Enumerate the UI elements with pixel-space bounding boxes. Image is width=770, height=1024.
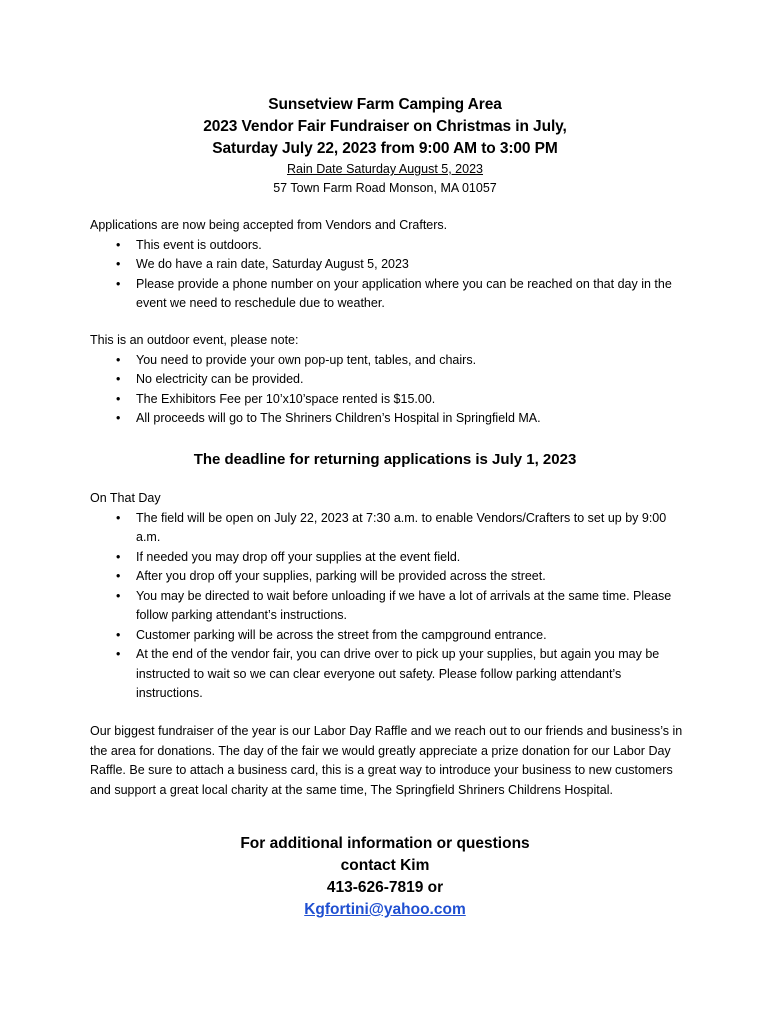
list-item: • After you drop off your supplies, parking will be provided across the street. [90, 567, 690, 587]
list-item: • At the end of the vendor fair, you can drive over to pick up your supplies, but again you may be instructed to wait so we can clear everyone out safety. Please follow parking attendant’s instructions. [116, 647, 660, 700]
bullet-icon: • [116, 510, 121, 525]
intro-section [90, 216, 690, 314]
bullet-icon: • [116, 352, 121, 367]
bullet-icon: • [116, 549, 121, 564]
on-that-day-lead: On That Day [90, 491, 161, 505]
list-item: • If needed you may drop off your supplies at the event field. [90, 548, 690, 568]
on-that-day-section [90, 489, 690, 704]
deadline-heading: The deadline for returning applications is July 1, 2023 [193, 451, 577, 468]
raffle-paragraph: Our biggest fundraiser of the year is our Labor Day Raffle and we reach out to our friends and business’s in the area for donations. The day of the fair we would greatly appreciate a prize donation for our Labor Day Raffle. Be sure to attach a business card, this is a great way to introduce your business to new customers and support a great local charity at the same time, The Springfield Shriners Childrens Hospital. [90, 724, 683, 797]
bullet-icon: • [116, 257, 121, 271]
bullet-icon: • [116, 391, 121, 406]
on-that-day-bullet-list [90, 509, 690, 704]
event-address: 57 Town Farm Road Monson, MA 01057 [273, 181, 497, 195]
bullet-icon: • [116, 569, 121, 583]
raffle-section [90, 722, 690, 800]
list-item: • Please provide a phone number on your application where you can be reached on that day in the event we need to reschedule due to weather. [116, 276, 672, 310]
contact-email-link[interactable]: Kgfortini@yahoo.com [304, 901, 466, 918]
outdoor-bullet-list [90, 351, 690, 429]
bullet-icon: • [116, 627, 121, 642]
rain-date: Rain Date Saturday August 5, 2023 [287, 162, 483, 176]
bullet-icon: • [116, 372, 121, 386]
contact-heading: For additional information or questions [240, 835, 530, 852]
document-header [0, 94, 770, 198]
outdoor-section [90, 331, 690, 429]
list-item: • All proceeds will go to The Shriners Children’s Hospital in Springfield MA. [90, 409, 690, 429]
list-item: • No electricity can be provided. [90, 370, 690, 390]
bullet-icon: • [116, 276, 121, 291]
contact-phone: 413-626-7819 or [326, 879, 444, 896]
list-item: • This event is outdoors. [90, 236, 690, 256]
event-date-time: Saturday July 22, 2023 from 9:00 AM to 3:00 PM [212, 140, 558, 157]
contact-name: contact Kim [340, 857, 430, 874]
event-title: 2023 Vendor Fair Fundraiser on Christmas in July, [203, 118, 567, 135]
bullet-icon: • [116, 588, 121, 603]
contact-block [0, 833, 770, 921]
list-item: • We do have a rain date, Saturday August 5, 2023 [90, 255, 690, 275]
list-item: • The Exhibitors Fee per 10’x10’space rented is $15.00. [90, 390, 690, 410]
list-item: • The field will be open on July 22, 2023 at 7:30 a.m. to enable Vendors/Crafters to set up by 9:00 a.m. [116, 510, 667, 544]
bullet-icon: • [116, 647, 121, 661]
list-item: • You need to provide your own pop-up tent, tables, and chairs. [90, 351, 690, 371]
bullet-icon: • [116, 237, 121, 252]
intro-bullet-list [90, 236, 690, 314]
outdoor-lead: This is an outdoor event, please note: [90, 333, 299, 347]
bullet-icon: • [116, 411, 121, 425]
list-item: • You may be directed to wait before unloading if we have a lot of arrivals at the same time. Please follow parking attendant’s instructions. [116, 588, 672, 622]
list-item: • Customer parking will be across the street from the campground entrance. [90, 626, 690, 646]
venue-title: Sunsetview Farm Camping Area [268, 96, 502, 113]
intro-lead: Applications are now being accepted from Vendors and Crafters. [90, 218, 448, 232]
